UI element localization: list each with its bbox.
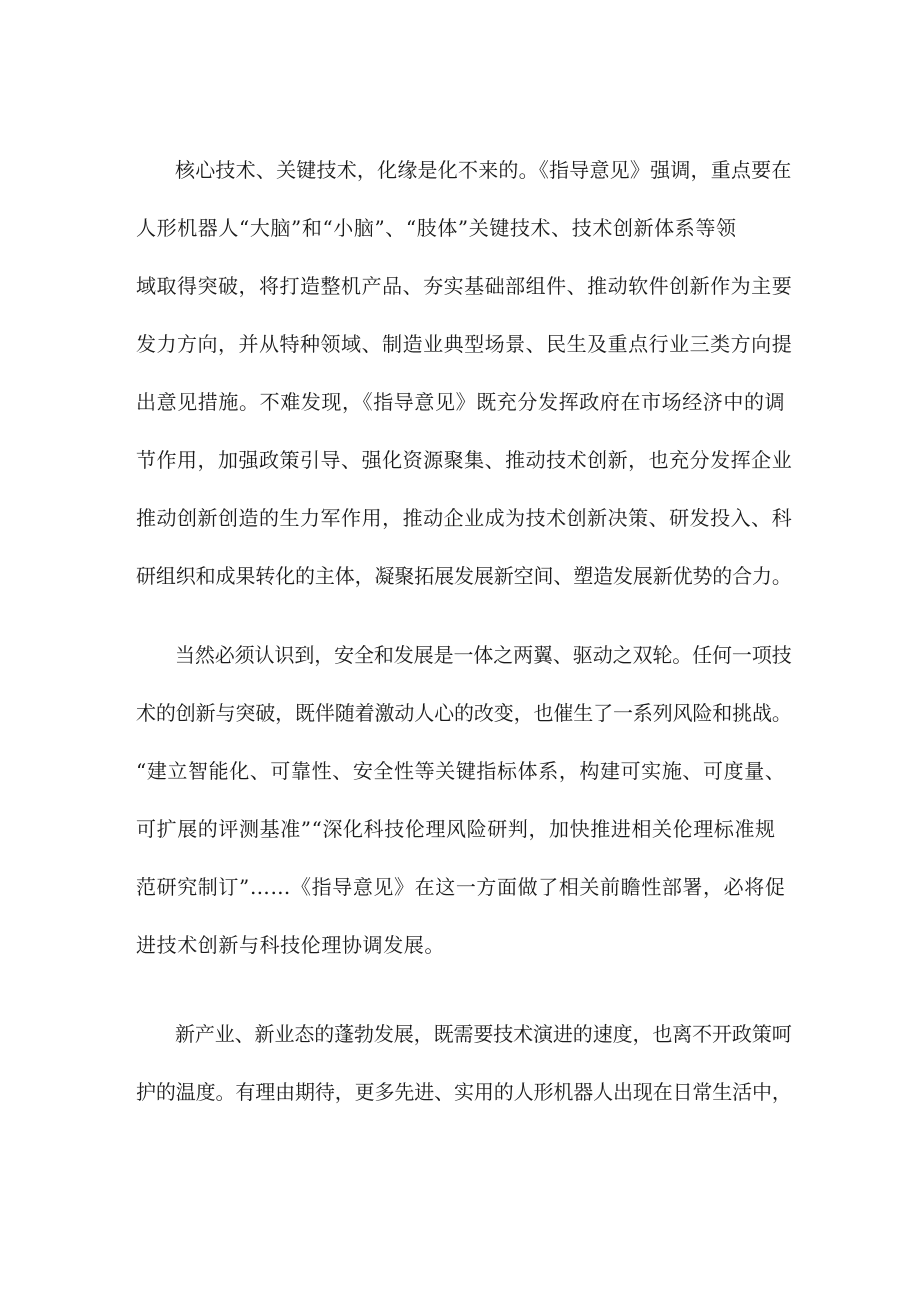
text-line: 核心技术、关键技术，化缘是化不来的。《指导意见》强调，重点要在 — [175, 158, 792, 182]
text-line: 人形机器人“大脑”和“小脑”、“肢体”关键技术、技术创新体系等领 — [136, 216, 737, 240]
text-line: 新产业、新业态的蓬勃发展，既需要技术演进的速度，也离不开政策呵 — [175, 1022, 792, 1046]
text-line: 发力方向，并从特种领域、制造业典型场景、民生及重点行业三类方向提 — [136, 332, 793, 356]
text-line: 进技术创新与科技伦理协调发展。 — [136, 933, 445, 957]
text-line: 护的温度。有理由期待，更多先进、实用的人形机器人出现在日常生活中， — [136, 1080, 792, 1104]
text-line: 推动创新创造的生力军作用，推动企业成为技术创新决策、研发投入、科 — [136, 506, 793, 530]
text-line: “建立智能化、可靠性、安全性等关键指标体系，构建可实施、可度量、 — [136, 759, 786, 783]
text-line: 术的创新与突破，既伴随着激动人心的改变，也催生了一系列风险和挑战。 — [136, 701, 792, 725]
text-line: 域取得突破，将打造整机产品、夯实基础部组件、推动软件创新作为主要 — [136, 274, 793, 298]
text-line: 研组织和成果转化的主体，凝聚拓展发展新空间、塑造发展新优势的合力。 — [136, 564, 792, 588]
text-line: 节作用，加强政策引导、强化资源聚集、推动技术创新，也充分发挥企业 — [136, 448, 793, 472]
text-line: 范研究制订”……《指导意见》在这一方面做了相关前瞻性部署，必将促 — [136, 875, 786, 899]
text-line: 当然必须认识到，安全和发展是一体之两翼、驱动之双轮。任何一项技 — [175, 643, 792, 667]
text-line: 出意见措施。不难发现，《指导意见》既充分发挥政府在市场经济中的调 — [136, 390, 786, 414]
text-line: 可扩展的评测基准”“深化科技伦理风险研判，加快推进相关伦理标准规 — [136, 817, 776, 841]
